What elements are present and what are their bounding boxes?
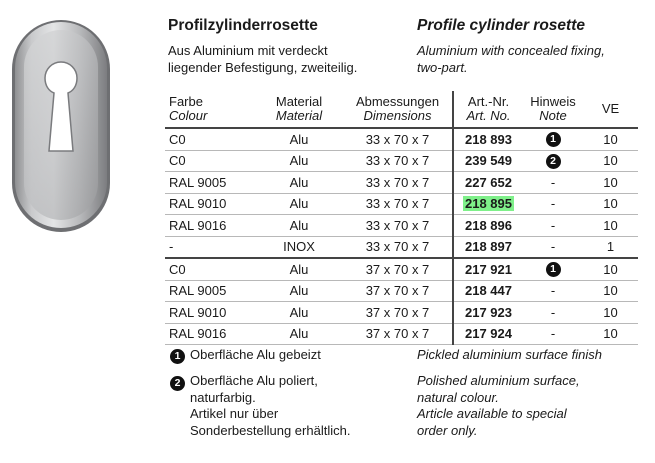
cell-article-number — [453, 236, 523, 258]
footnote-2-english-line: order only. — [417, 422, 478, 438]
cell-note — [523, 236, 583, 258]
table-body — [165, 128, 638, 345]
footnote-1-german — [190, 347, 321, 364]
cell-dimensions-text: 37 x 70 x 7 — [365, 326, 430, 342]
note-1-icon: 1 — [170, 349, 185, 364]
cell-packaging-unit-text: 10 — [603, 174, 618, 190]
table-row — [165, 215, 638, 237]
cell-packaging-unit-text: 10 — [603, 153, 618, 169]
cell-packaging-unit — [583, 128, 638, 150]
cell-colour — [165, 323, 255, 345]
description-german — [168, 42, 357, 76]
cell-packaging-unit — [583, 193, 638, 215]
cell-article-number — [453, 128, 523, 150]
cell-material-text: Alu — [289, 283, 309, 299]
note-2-icon: 2 — [546, 154, 561, 169]
cell-note-text: - — [550, 239, 556, 255]
cell-dimensions-text: 37 x 70 x 7 — [365, 283, 430, 299]
specification-table — [165, 91, 638, 345]
cell-packaging-unit — [583, 150, 638, 172]
cell-packaging-unit — [583, 280, 638, 302]
cell-material — [255, 150, 343, 172]
article-number: 217 923 — [465, 304, 512, 320]
cell-dimensions-text: 33 x 70 x 7 — [365, 196, 430, 212]
cell-colour — [165, 150, 255, 172]
cell-packaging-unit-text: 10 — [603, 217, 618, 233]
header-material: Material Material — [255, 91, 343, 128]
cell-packaging-unit-text: 10 — [603, 326, 618, 342]
cell-packaging-unit-text: 10 — [603, 283, 618, 299]
cell-article-number — [453, 215, 523, 237]
article-number: 218 896 — [465, 217, 512, 233]
cell-note-text: - — [550, 196, 556, 212]
title-english: Profile cylinder rosette — [417, 17, 585, 34]
cell-packaging-unit — [583, 323, 638, 345]
table-row — [165, 172, 638, 194]
description-english-line: Aluminium with concealed fixing, — [417, 43, 605, 58]
cell-packaging-unit — [583, 236, 638, 258]
cell-dimensions — [343, 280, 453, 302]
cell-colour-text: RAL 9016 — [169, 326, 227, 342]
cell-colour-text: - — [169, 239, 174, 255]
rosette-product-image — [6, 16, 116, 236]
cell-packaging-unit-text: 10 — [603, 196, 618, 212]
cell-note — [523, 258, 583, 280]
cell-material — [255, 323, 343, 345]
cell-article-number — [453, 323, 523, 345]
cell-colour-text: C0 — [169, 261, 186, 277]
cell-colour — [165, 236, 255, 258]
cell-material-text: Alu — [289, 196, 309, 212]
cell-colour-text: RAL 9005 — [169, 283, 227, 299]
cell-colour-text: RAL 9016 — [169, 217, 227, 233]
article-number: 218 897 — [465, 239, 512, 255]
header-colour: Farbe Colour — [165, 91, 255, 128]
cell-note-text: - — [550, 304, 556, 320]
cell-colour-text: C0 — [169, 131, 186, 147]
cell-packaging-unit — [583, 215, 638, 237]
footnote-1-german-line: Oberfläche Alu gebeizt — [190, 347, 321, 362]
cell-article-number — [453, 302, 523, 324]
footnote-1-english — [417, 347, 602, 364]
table-row — [165, 128, 638, 150]
cell-note-text: - — [550, 174, 556, 190]
cell-material-text: Alu — [289, 174, 309, 190]
cell-material — [255, 258, 343, 280]
footnote-2-english-line: Polished aluminium surface, — [417, 373, 580, 388]
cell-colour-text: RAL 9005 — [169, 174, 227, 190]
table-row — [165, 258, 638, 280]
cell-colour — [165, 258, 255, 280]
cell-packaging-unit — [583, 172, 638, 194]
cell-note — [523, 128, 583, 150]
footnote-2-english-line: Article available to special — [417, 406, 567, 421]
article-number: 227 652 — [465, 174, 512, 190]
cell-packaging-unit-text: 10 — [603, 304, 618, 320]
footnote-2-german-line: Sonderbestellung erhältlich. — [190, 422, 351, 438]
table-row — [165, 236, 638, 258]
cell-material — [255, 215, 343, 237]
cell-material-text: Alu — [289, 261, 309, 277]
footnote-2-german-line: naturfarbig. — [190, 389, 256, 405]
description-english-line: two-part. — [417, 60, 468, 75]
footnote-2-english — [417, 373, 580, 439]
footnote-2-german-line: Oberfläche Alu poliert, — [190, 373, 318, 388]
cell-article-number — [453, 150, 523, 172]
cell-note — [523, 193, 583, 215]
description-german-line: liegender Befestigung, zweiteilig. — [168, 60, 358, 75]
cell-material — [255, 128, 343, 150]
article-number: 218 447 — [465, 283, 512, 299]
header-packaging-unit: VE — [583, 91, 638, 128]
cell-note-text: - — [550, 326, 556, 342]
article-number: 217 924 — [465, 326, 512, 342]
cell-colour — [165, 193, 255, 215]
cell-dimensions — [343, 323, 453, 345]
cell-packaging-unit-text: 10 — [603, 261, 618, 277]
cell-packaging-unit-text: 10 — [603, 131, 618, 147]
cell-colour — [165, 215, 255, 237]
table-row — [165, 150, 638, 172]
cell-material-text: Alu — [289, 217, 309, 233]
cell-note — [523, 323, 583, 345]
cell-colour-text: C0 — [169, 153, 186, 169]
cell-article-number — [453, 193, 523, 215]
note-1-icon: 1 — [546, 262, 561, 277]
article-number: 218 893 — [465, 131, 512, 147]
cell-dimensions — [343, 172, 453, 194]
article-number: 217 921 — [465, 261, 512, 277]
cell-material-text: Alu — [289, 326, 309, 342]
header-dimensions: Abmessungen Dimensions — [343, 91, 453, 128]
cell-packaging-unit — [583, 258, 638, 280]
cell-material-text: Alu — [289, 153, 309, 169]
cell-dimensions-text: 33 x 70 x 7 — [365, 131, 430, 147]
cell-dimensions-text: 33 x 70 x 7 — [365, 174, 430, 190]
cell-material — [255, 302, 343, 324]
cell-note — [523, 150, 583, 172]
cell-dimensions — [343, 258, 453, 280]
table-row — [165, 280, 638, 302]
cell-note — [523, 215, 583, 237]
note-2-icon: 2 — [170, 376, 185, 391]
cell-material — [255, 236, 343, 258]
cell-colour-text: RAL 9010 — [169, 196, 227, 212]
cell-dimensions — [343, 302, 453, 324]
article-number: 218 895 — [465, 196, 512, 212]
cell-dimensions — [343, 150, 453, 172]
footnote-1-badge — [170, 348, 185, 366]
cell-packaging-unit-text: 1 — [606, 239, 615, 255]
table-row — [165, 193, 638, 215]
cell-material — [255, 280, 343, 302]
footnote-2-german-line: Artikel nur über — [190, 406, 279, 421]
cell-article-number — [453, 172, 523, 194]
description-german-line: Aus Aluminium mit verdeckt — [168, 43, 328, 58]
cell-dimensions — [343, 236, 453, 258]
cell-colour — [165, 128, 255, 150]
header-note: Hinweis Note — [523, 91, 583, 128]
table-header-row — [165, 91, 638, 128]
cell-article-number — [453, 280, 523, 302]
cell-colour — [165, 280, 255, 302]
cell-dimensions — [343, 193, 453, 215]
cell-material-text: INOX — [283, 239, 315, 255]
title-german: Profilzylinderrosette — [168, 17, 318, 34]
cell-note — [523, 172, 583, 194]
description-english — [417, 42, 605, 76]
table-row — [165, 302, 638, 324]
cell-material-text: Alu — [289, 131, 309, 147]
cell-colour — [165, 302, 255, 324]
header-article-number: Art.-Nr. Art. No. — [453, 91, 523, 128]
cell-note-text: - — [550, 217, 556, 233]
article-number: 239 549 — [465, 153, 512, 169]
table-row — [165, 323, 638, 345]
cell-note-text: - — [550, 283, 556, 299]
cell-dimensions-text: 37 x 70 x 7 — [365, 261, 430, 277]
cell-note — [523, 280, 583, 302]
cell-material — [255, 193, 343, 215]
cell-article-number — [453, 258, 523, 280]
cell-packaging-unit — [583, 302, 638, 324]
cell-dimensions — [343, 128, 453, 150]
cell-colour — [165, 172, 255, 194]
cell-material — [255, 172, 343, 194]
cell-note — [523, 302, 583, 324]
cell-dimensions-text: 33 x 70 x 7 — [365, 217, 430, 233]
cell-material-text: Alu — [289, 304, 309, 320]
cell-dimensions-text: 37 x 70 x 7 — [365, 304, 430, 320]
note-1-icon: 1 — [546, 132, 561, 147]
footnote-2-english-line: natural colour. — [417, 389, 499, 405]
cell-dimensions-text: 33 x 70 x 7 — [365, 153, 430, 169]
cell-colour-text: RAL 9010 — [169, 304, 227, 320]
cell-dimensions-text: 33 x 70 x 7 — [365, 239, 430, 255]
footnote-1-english-line: Pickled aluminium surface finish — [417, 347, 602, 362]
cell-dimensions — [343, 215, 453, 237]
footnote-2-german — [190, 373, 350, 439]
footnote-2-badge — [170, 375, 185, 393]
